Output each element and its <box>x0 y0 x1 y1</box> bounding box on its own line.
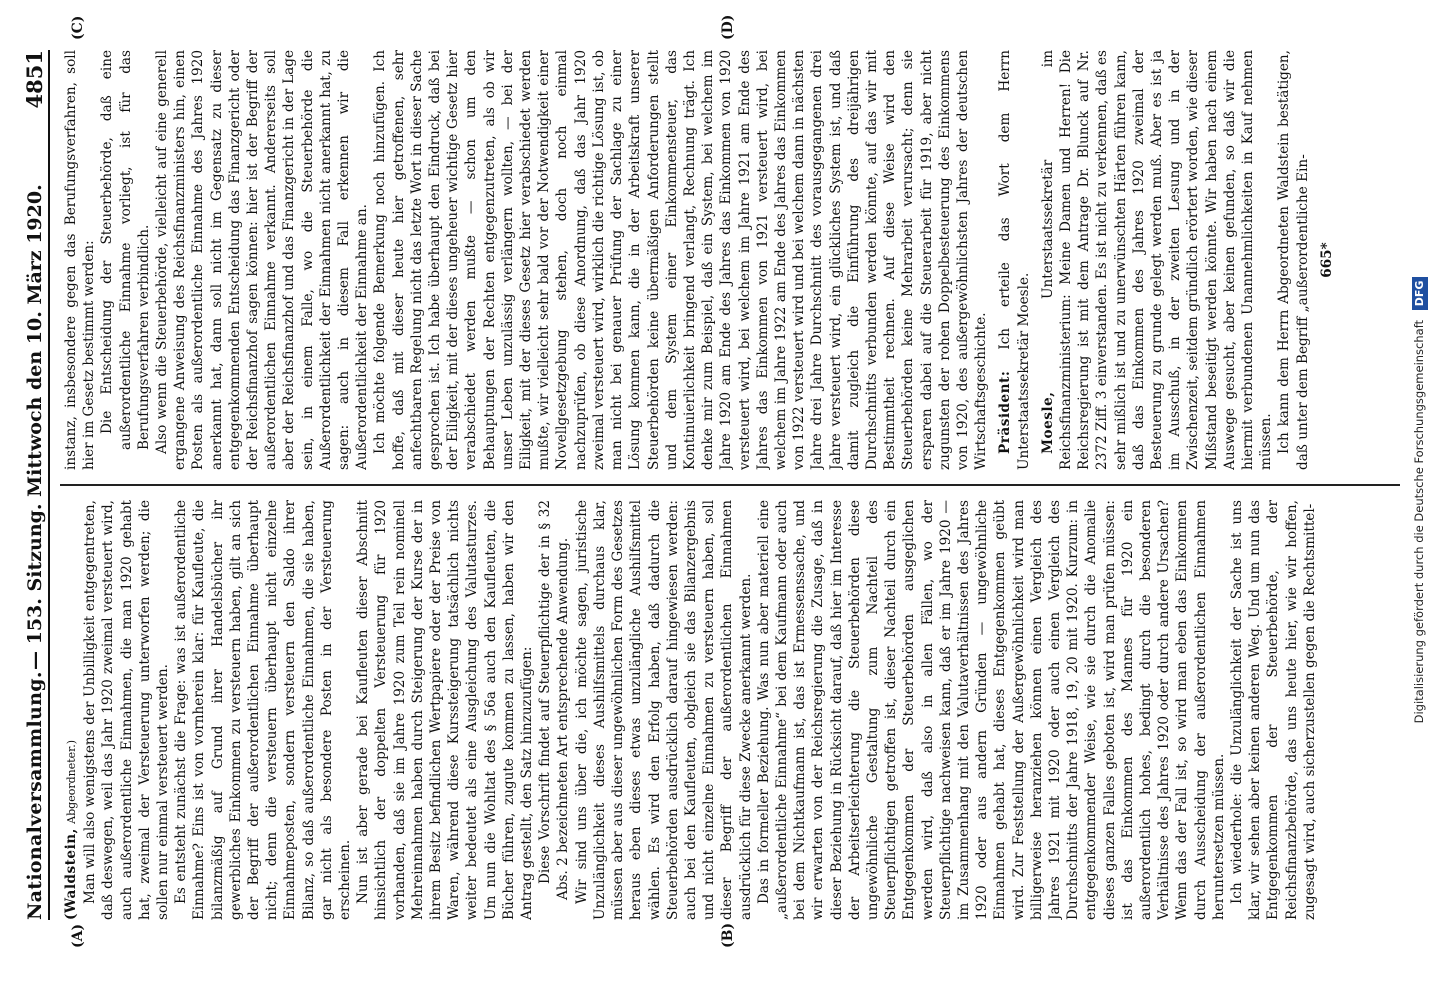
page-header <box>16 50 56 920</box>
president-speaker: Präsident: <box>997 370 1014 454</box>
column-divider <box>60 485 1400 487</box>
paragraph: Man will also wenigstens der Unbilligkeit entgegentreten, daß deswegen, weil das Jahr 1920 zweimal versteuert wird, auch außerordentliche Einnahmen, die man 1920 gehabt hat, zweimal der Versteuerung unterworfen werden; die sollen nur einmal versteuert werden. <box>82 500 172 920</box>
speaker-line <box>62 500 81 920</box>
paragraph: Ich wiederhole: die Unzulänglichkeit der Sache ist uns klar, wir sehen aber keinen anderen Weg. Und um nun das Entgegenkommen der Steuerbehörde, der Reichsfinanzbehörde, das uns heute hier, wie wir hoffen, zugesagt wird, auch sicherzustellen gegen die Rechtsmittel- <box>1229 500 1318 920</box>
sheet-mark: 665* <box>1318 242 1335 278</box>
margin-marker-b: (B) <box>720 922 736 948</box>
margin-marker-c: (C) <box>70 15 86 40</box>
margin-marker-d: (D) <box>720 14 736 40</box>
speaker-name: (Waldstein, <box>63 828 79 920</box>
paragraph: Wir sind uns über die, ich möchte sagen, juristische Unzulänglichkeit dieses Aushilfsmittels durchaus klar, müssen aber aus dieser ungewöhnlichen Form des Gesetzes heraus eben dieses etwas unzulängliche Aushilfsmittel wählen. Es wird den Erfolg haben, daß dadurch die Steuerbehörden ausdrücklich darauf hingewiesen werden: auch bei den Kaufleuten, obgleich sie das Bilanzergebnis und nicht einzelne Einnahmen zu versteuern haben, soll dieser Begriff der außerordentlichen Einnahmen ausdrücklich für diese Zwecke anerkannt werden. <box>573 500 754 920</box>
moesle-speaker: Moesle, <box>1039 391 1056 454</box>
moesle-text: Unterstaatssekretär im Reichsfinanzministerium: Meine Damen und Herren! Die Reichsregierung ist mit dem Antrage Dr. Blunck auf Nr. 2372 Ziff. 3 einverstanden. Es ist nicht zu verkennen, daß es sehr mißlich ist und zu unerwünschten Härten führen kann, daß das Einkommen des Jahres 1920 zweimal der Besteuerung zu grunde gelegt werden muß. Aber es ist ja im Ausschuß, in der zweiten Lesung und in der Zwischenzeit, seitdem gründlich erörtert worden, wie dieser Mißstand beseitigt werden könnte. Wir haben nach einem Auswege gesucht, aber keinen gefunden, so daß wir die hiermit verbundenen Unannehmlichkeiten in Kauf nehmen müssen. <box>1039 50 1275 470</box>
sidebar-text: Digitalisierung gefördert durch die Deutsche Forschungsgemeinschaft <box>1412 319 1426 724</box>
page-number: 4851 <box>22 50 47 109</box>
moesle-line <box>1039 50 1276 470</box>
paragraph: Nun ist aber gerade bei Kaufleuten dieser Abschnitt hinsichtlich der doppelten Versteuerung für 1920 vorhanden, daß sie im Jahre 1920 zum Teil rein nominell Mehreinnahmen haben durch Steigerung der Kurse der in ihrem Besitz befindlichen Wertpapiere oder der Preise von Waren, während diese Kurssteigerung tatsächlich nichts weiter bedeutet als eine Ausgleichung des Valutasturzes. Um nun die Wohltat des § 56a auch den Kaufleuten, die Bücher führen, zugute kommen zu lassen, haben wir den Antrag gestellt, den Satz hinzuzufügen: <box>355 500 536 920</box>
header-center: — 153. Sitzung. Mittwoch den 10. März 1920. <box>24 184 46 670</box>
quoted-motion: Die Entscheidung der Steuerbehörde, daß eine außerordentliche Einnahme vorliegt, ist für das Berufungsverfahren verbindlich. <box>99 50 152 450</box>
president-line <box>996 50 1032 470</box>
paragraph: Ich möchte folgende Bemerkung noch hinzufügen. Ich hoffe, daß mit dieser heute hier getroffenen, sehr anfechtbaren Regelung nicht das letzte Wort in dieser Sache gesprochen ist. Ich habe überhaupt den Eindruck, daß bei der Eiligkeit, mit der dieses ungeheuer wichtige Gesetz hier verabschiedet werden mußte — schon um den Behauptungen der Rechten entgegenzutreten, als ob wir unser Leben unzulässig verlängern wollten, — bei der Eiligkeit, mit der dieses Gesetz hier verabschiedet werden mußte, wir vielleicht sehr bald vor der Notwendigkeit einer Novellgesetzgebung stehen, doch noch einmal nachzuprüfen, ob diese Anordnung, daß das Jahr 1920 zweimal versteuert wird, wirklich die richtige Lösung ist, ob man nicht bei genauer Prüfung der Sachlage zu einer Lösung kommen kann, die in der Arbeitskraft unserer Steuerbehörden keine übermäßigen Anforderungen stellt und dem System einer Einkommensteuer, das Kontinuierlichkeit bringend verlangt, Rechnung trägt. Ich denke mir zum Beispiel, daß ein System, bei welchem im Jahre 1920 am Ende des Jahres das Einkommen von 1920 versteuert wird, bei welchem im Jahre 1921 am Ende des Jahres das Einkommen von 1921 versteuert wird, bei welchem im Jahre 1922 am Ende des Jahres das Einkommen von 1922 versteuert wird und bei welchem dann in nächsten Jahre drei Jahre Durchschnitt des vorausgegangenen drei Jahre versteuert wird, ein glückliches System ist, und daß damit zugleich die Einführung des dreijährigen Durchschnitts verbunden werden könnte, auf das wir mit Bestimmtheit rechnen. Auf diese Weise wird den Steuerbehörden keine Mehrarbeit verursacht; denn sie ersparen dabei auf die Steuerarbeit für 1919, aber nicht zugunsten der rohen Doppelbesteuerung des Einkommens von 1920, des außergewöhnlichsten Jahres der deutschen Wirtschaftsgeschichte. <box>372 50 990 470</box>
header-left: Nationalversammlung. <box>24 671 46 920</box>
header-rule <box>48 50 50 920</box>
paragraph: Es entsteht zunächst die Frage: was ist außerordentliche Einnahme? Eins ist von vornherein klar: für Kaufleute, die bilanzmäßig auf Grund ihrer Handelsbücher ihr gewerbliches Einkommen zu versteuern haben, gilt an sich der Begriff der außerordentlichen Einnahme überhaupt nicht; denn die versteuern überhaupt nicht einzelne Einnahmeposten, sondern versteuern den Saldo ihrer Bilanz, so daß außerordentliche Einnahmen, die sie haben, gar nicht als besondere Posten in der Versteuerung erscheinen. <box>173 500 354 920</box>
paragraph: instanz, insbesondere gegen das Berufungsverfahren, soll hier im Gesetz bestimmt werden: <box>63 50 98 470</box>
quoted-motion: Diese Vorschrift findet auf Steuerpflichtige der in § 32 Abs. 2 bezeichneten Art entsprechende Anwendung. <box>537 500 572 900</box>
paragraph: Also wenn die Steuerbehörde, vielleicht auf eine generell ergangene Anweisung des Reichsfinanzministers hin, einen Posten als außerordentliche Einnahme des Jahres 1920 anerkannt hat, dann soll nicht im Gegensatz zu dieser entgegenkommenden Entscheidung das Finanzgericht oder der Reichsfinanzhof sagen können: hier ist der Begriff der außerordentlichen Einnahme verkannt. Andererseits soll aber der Reichsfinanzhof und das Finanzgericht in der Lage sein, in einem Falle, wo die Steuerbehörde die Außerordentlichkeit der Einnahmen nicht anerkannt hat, zu sagen: auch in diesem Fall erkennen wir die Außerordentlichkeit der Einnahme an. <box>154 50 371 470</box>
paragraph: Das in formeller Beziehung. Was nun aber materiell eine „außerordentliche Einnahme“ bei dem Kaufmann oder auch bei dem Nichtkaufmann ist, das ist Ermessenssache, und wir erwarten von der Reichsregierung die Zusage, daß in dieser Beziehung in Rücksicht darauf, daß hier im Interesse der Arbeitserleichterung die Steuerbehörden diese ungewöhnliche Gestaltung zum Nachteil des Steuerpflichtigen getroffen ist, dieser Nachteil durch ein Entgegenkommen der Steuerbehörden ausgeglichen werden wird, daß also in allen Fällen, wo der Steuerpflichtige nachweisen kann, daß er im Jahre 1920 — im Zusammenhang mit den Valutaverhältnissen des Jahres 1920 oder aus andern Gründen — ungewöhnliche Einnahmen gehabt hat, dieses Entgegenkommen geübt wird. Zur Feststellung der Außergewöhnlichkeit wird man billigerweise heranziehen können einen Vergleich des Jahres 1921 mit 1920 oder auch einen Vergleich des Durchschnitts der Jahre 1918, 19, 20 mit 1920. Kurzum: in entgegenkommender Weise, wie sie durch die Anomalie dieses ganzen Falles geboten ist, wird man prüfen müssen: ist das Einkommen des Mannes für 1920 ein außerordentlich hohes, bedingt durch die besonderen Verhältnisse des Jahres 1920 oder durch andere Ursachen? Wenn das der Fall ist, so wird man eben das Einkommen durch Ausscheidung der außerordentlichen Einnahmen heruntersetzen müssen. <box>755 500 1227 920</box>
president-text: Ich erteile das Wort dem Herrn Unterstaatssekretär Moesle. <box>997 50 1032 470</box>
dfg-logo: DFG <box>1412 277 1428 311</box>
margin-marker-a: (A) <box>70 923 86 948</box>
sidebar-text-wrap <box>1406 8 1432 992</box>
left-column <box>62 500 1402 920</box>
speaker-role: Abgeordneter.) <box>65 739 78 824</box>
dfg-sidebar <box>1406 8 1432 992</box>
right-column <box>62 50 1402 470</box>
paragraph: Ich kann dem Herrn Abgeordneten Waldstein bestätigen, daß unter dem Begriff „außerordentliche Ein- <box>1276 50 1311 470</box>
